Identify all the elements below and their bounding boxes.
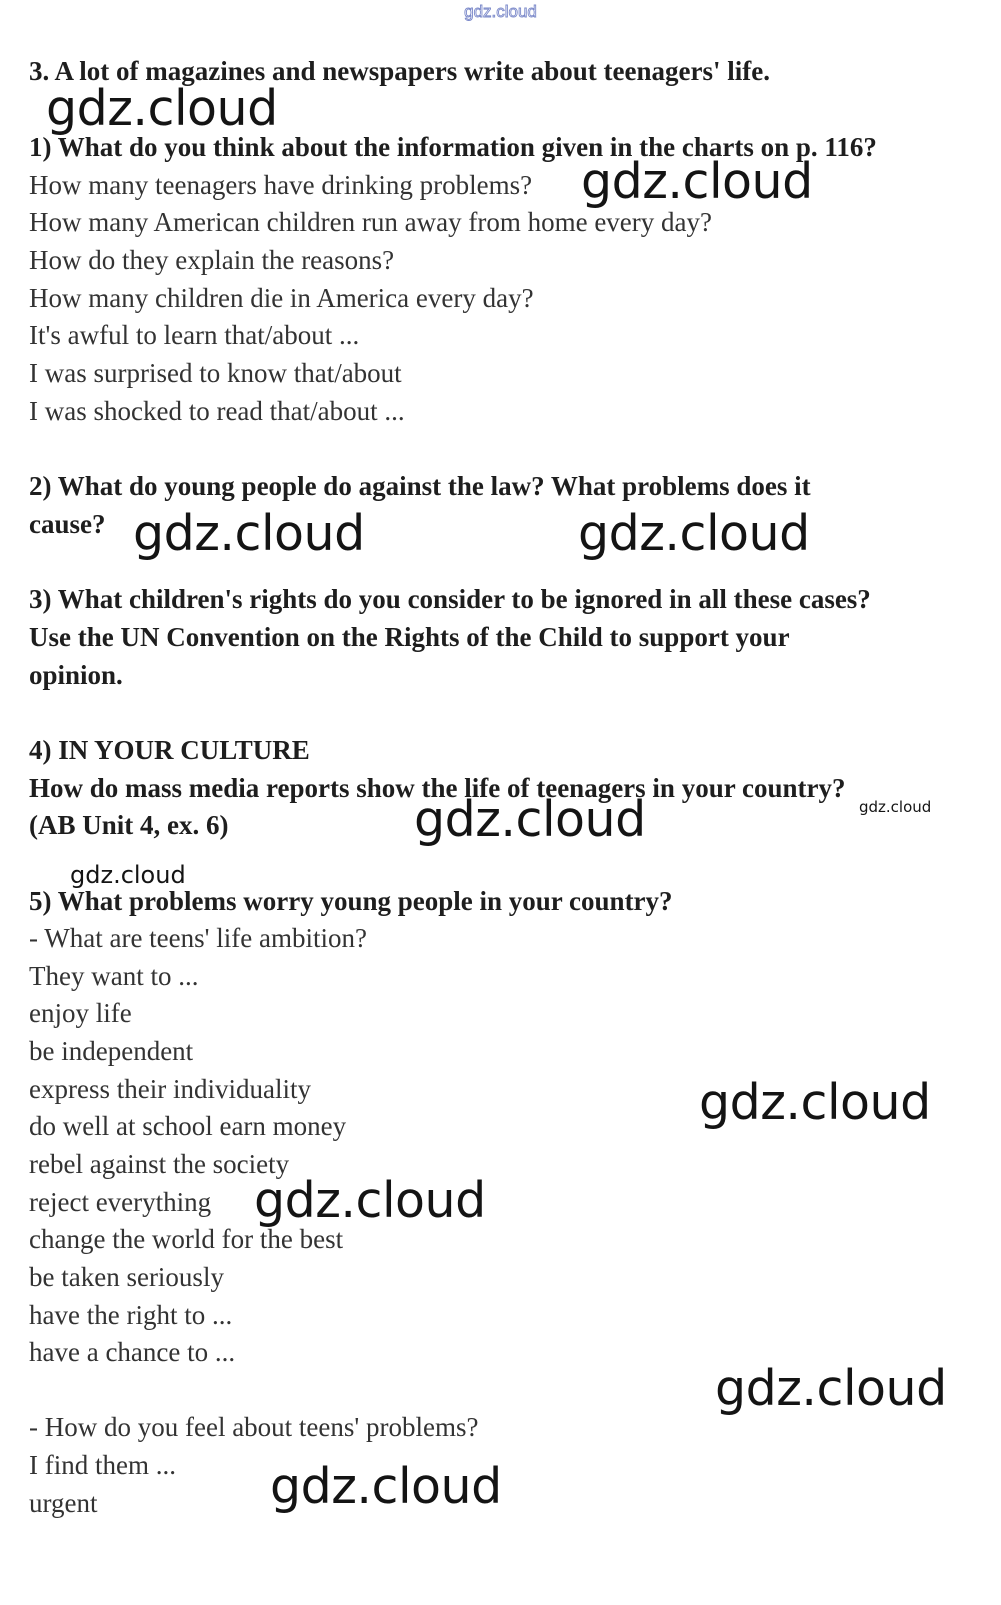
q5-line: reject everything [29,1187,212,1217]
q5-line: be taken seriously [29,1262,224,1292]
q1-line: How many teenagers have drinking problems? [29,170,533,200]
q1-line: It's awful to learn that/about ... [29,320,360,350]
watermark-text: gdz.cloud [578,505,810,562]
watermark-text: gdz.cloud [254,1172,486,1229]
q5-line: They want to ... [29,961,199,991]
exercise-title: 3. A lot of magazines and newspapers write about teenagers' life. [29,56,770,86]
q5-feel-line: I find them ... [29,1450,176,1480]
q3-text-cont: opinion. [29,660,123,690]
q5-line: express their individuality [29,1074,311,1104]
q4-heading: 4) IN YOUR CULTURE [29,735,310,765]
watermark-text: gdz.cloud [46,80,278,137]
watermark-text: gdz.cloud [133,505,365,562]
q5-feel-line: - How do you feel about teens' problems? [29,1412,479,1442]
watermark-text: gdz.cloud [581,153,813,210]
q5-line: have the right to ... [29,1300,233,1330]
watermark-text-small: gdz.cloud [70,861,186,889]
top-watermark: gdz.cloud [464,2,537,21]
watermark-text: gdz.cloud [414,791,646,848]
q1-line: How many children die in America every day? [29,283,534,313]
q3-text: 3) What children's rights do you consider to be ignored in all these cases? [29,584,871,614]
watermark-text: gdz.cloud [270,1458,502,1515]
q5-line: have a chance to ... [29,1337,236,1367]
q4-text-cont: (AB Unit 4, ex. 6) [29,810,229,840]
q5-feel-line: urgent [29,1488,98,1518]
q4-text: How do mass media reports show the life of teenagers in your country? [29,773,846,803]
q5-line: be independent [29,1036,194,1066]
q2-text: 2) What do young people do against the law? What problems does it [29,471,811,501]
watermark-text-small: gdz.cloud [859,798,932,816]
q1-line: How do they explain the reasons? [29,245,395,275]
q5-line: enjoy life [29,998,132,1028]
q1-line: I was shocked to read that/about ... [29,396,405,426]
q5-heading: 5) What problems worry young people in your country? [29,886,673,916]
q3-text-cont: Use the UN Convention on the Rights of the Child to support your [29,622,790,652]
q1-heading: 1) What do you think about the information given in the charts on p. 116? [29,132,877,162]
q5-line: change the world for the best [29,1224,344,1254]
q5-line: rebel against the society [29,1149,290,1179]
q5-line: - What are teens' life ambition? [29,923,367,953]
q2-text-cont: cause? [29,509,106,539]
q5-line: do well at school earn money [29,1111,347,1141]
q1-line: I was surprised to know that/about [29,358,402,388]
watermark-text: gdz.cloud [699,1074,931,1131]
watermark-text: gdz.cloud [715,1360,947,1417]
q1-line: How many American children run away from home every day? [29,207,713,237]
